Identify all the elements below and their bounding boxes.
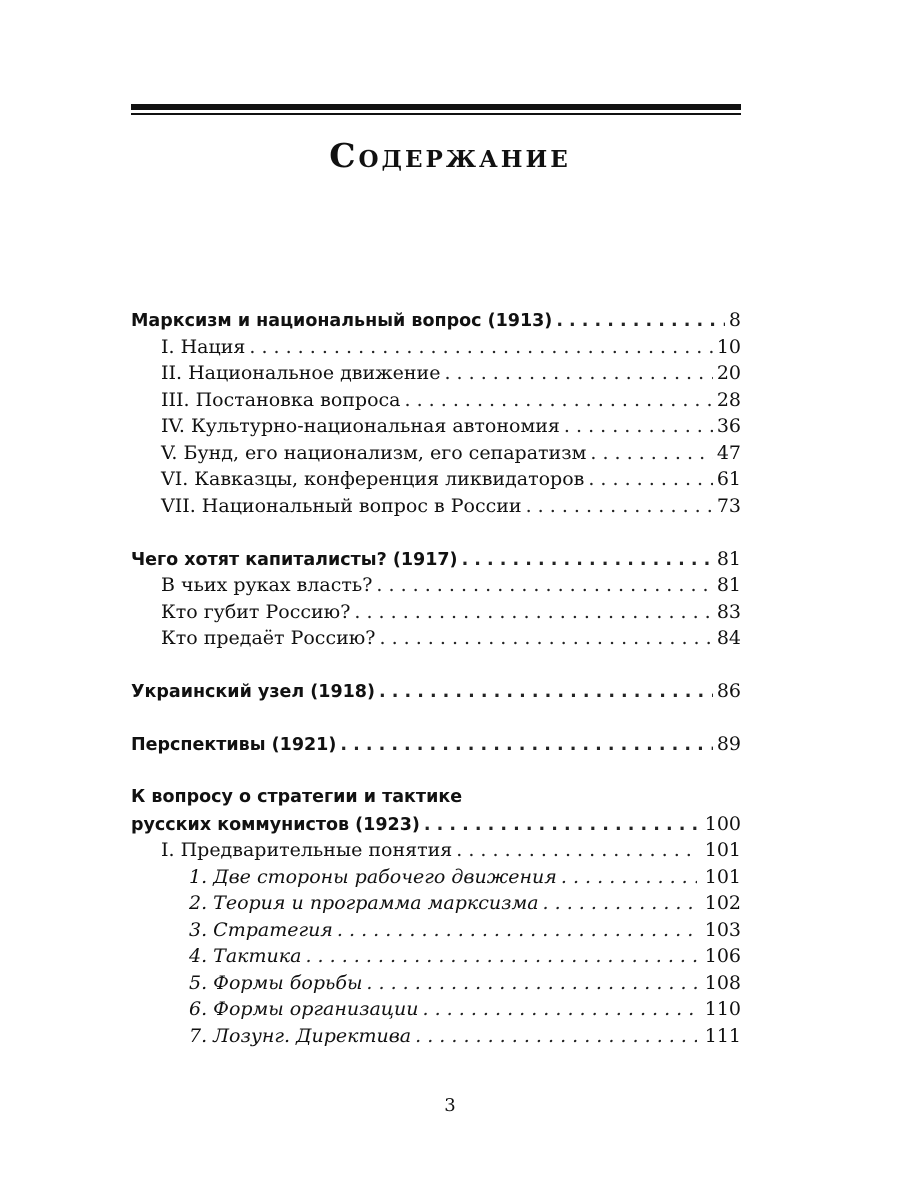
toc-subentry	[131, 890, 741, 917]
toc-entry-section-5-line1: К вопросу о стратегии и тактике	[131, 787, 463, 807]
section-gap	[131, 652, 741, 679]
toc-entry	[131, 466, 741, 493]
toc-entry-title: VI. Кавказцы, конференция ликвидаторов	[161, 468, 585, 490]
top-rule-thick	[131, 104, 741, 110]
toc-entry-page: 10	[716, 335, 741, 358]
dot-leader	[354, 599, 712, 626]
toc-entry-title: Украинский узел (1918)	[131, 682, 375, 702]
toc-entry-page: 73	[716, 494, 741, 517]
toc-entry-page: 111	[704, 1024, 741, 1047]
section-gap	[131, 519, 741, 546]
toc-entry-page: 61	[716, 468, 741, 490]
toc-entry	[131, 837, 741, 864]
toc-entry-page: 103	[704, 918, 741, 941]
toc-entry-page: 81	[716, 547, 741, 570]
dot-leader	[462, 547, 713, 574]
dot-leader	[415, 1023, 697, 1050]
dot-leader	[340, 732, 712, 759]
toc-entry-title: Кто губит Россию?	[161, 600, 351, 623]
dot-leader	[249, 334, 712, 361]
top-rule-thin	[131, 113, 741, 115]
section-gap	[131, 758, 741, 785]
toc-entry-page: 101	[704, 865, 741, 888]
toc-entry-title: III. Постановка вопроса	[161, 388, 401, 411]
toc-entry-title: Чего хотят капиталисты? (1917)	[131, 549, 458, 570]
toc-entry-title: I. Нация	[161, 335, 246, 358]
toc-entry-page: 108	[704, 971, 741, 994]
toc-entry-page: 84	[716, 627, 741, 649]
toc-entry	[131, 625, 741, 652]
toc-entry-title: Перспективы (1921)	[131, 735, 337, 755]
toc-entry	[131, 334, 741, 361]
toc-entry-page: 81	[716, 574, 741, 596]
toc-entry-page: 110	[704, 998, 741, 1020]
toc-subentry	[131, 1023, 741, 1050]
dot-leader	[561, 864, 697, 891]
toc-entry-section-5	[131, 811, 741, 838]
toc-entry-page: 47	[716, 441, 741, 464]
toc-entry-title: 3. Стратегия	[189, 918, 333, 941]
toc-entry-title: 7. Лозунг. Директива	[189, 1024, 412, 1047]
toc-entry	[131, 413, 741, 440]
toc-entry-title: В чьих руках власть?	[161, 574, 373, 596]
toc-subentry	[131, 943, 741, 970]
toc-entry-page: 102	[704, 892, 741, 914]
dot-leader	[424, 812, 697, 839]
dot-leader	[588, 466, 712, 493]
toc-entry-page: 100	[704, 812, 741, 835]
dot-leader	[564, 413, 713, 440]
dot-leader	[590, 440, 712, 467]
toc-entry-page: 89	[716, 733, 741, 755]
toc-entry-section-1	[131, 307, 741, 334]
toc-subentry	[131, 864, 741, 891]
toc-entry-page: 36	[716, 415, 741, 437]
toc-entry-title: II. Национальное движение	[161, 362, 441, 384]
page-title: Содержание	[329, 136, 571, 175]
toc-entry-page: 101	[704, 839, 741, 861]
dot-leader	[423, 996, 697, 1023]
toc-entry	[131, 360, 741, 387]
toc-entry-title: VII. Национальный вопрос в России	[161, 494, 522, 517]
dot-leader	[556, 308, 725, 335]
toc-entry-title: 2. Теория и программа марксизма	[189, 892, 539, 914]
table-of-contents	[131, 307, 741, 1049]
toc-entry-title: I. Предварительные понятия	[161, 839, 453, 861]
dot-leader	[543, 890, 697, 917]
toc-entry-title: 5. Формы борьбы	[189, 971, 363, 994]
toc-entry	[131, 440, 741, 467]
toc-entry-title: IV. Культурно-национальная автономия	[161, 415, 560, 437]
dot-leader	[405, 387, 713, 414]
toc-entry-page: 83	[716, 600, 741, 623]
toc-entry-title: Кто предаёт Россию?	[161, 627, 376, 649]
dot-leader	[366, 970, 697, 997]
toc-entry-title: русских коммунистов (1923)	[131, 814, 420, 835]
toc-entry-title: V. Бунд, его национализм, его сепаратизм	[161, 441, 587, 464]
dot-leader	[526, 493, 713, 520]
toc-entry-page: 86	[716, 680, 741, 702]
toc-entry	[131, 572, 741, 599]
toc-entry-section-3	[131, 678, 741, 705]
toc-entry-page: 106	[704, 945, 741, 967]
dot-leader	[305, 943, 697, 970]
toc-entry	[131, 493, 741, 520]
toc-entry-section-2	[131, 546, 741, 573]
toc-entry	[131, 387, 741, 414]
dot-leader	[444, 360, 712, 387]
toc-subentry	[131, 996, 741, 1023]
toc-subentry	[131, 917, 741, 944]
page-number: 3	[444, 1095, 456, 1116]
dot-leader	[376, 572, 712, 599]
dot-leader	[379, 679, 713, 706]
toc-entry	[131, 599, 741, 626]
dot-leader	[456, 837, 697, 864]
dot-leader	[337, 917, 697, 944]
toc-entry-title: 4. Тактика	[189, 945, 302, 967]
dot-leader	[379, 625, 712, 652]
toc-subentry	[131, 970, 741, 997]
toc-entry-title: Марксизм и национальный вопрос (1913)	[131, 311, 553, 331]
toc-entry-title: 6. Формы организации	[189, 998, 419, 1020]
toc-entry-page: 8	[728, 309, 741, 331]
toc-entry-page: 28	[716, 388, 741, 411]
toc-entry-section-4	[131, 731, 741, 758]
section-gap	[131, 705, 741, 732]
toc-entry-title: 1. Две стороны рабочего движения	[189, 865, 557, 888]
toc-entry-page: 20	[716, 362, 741, 384]
